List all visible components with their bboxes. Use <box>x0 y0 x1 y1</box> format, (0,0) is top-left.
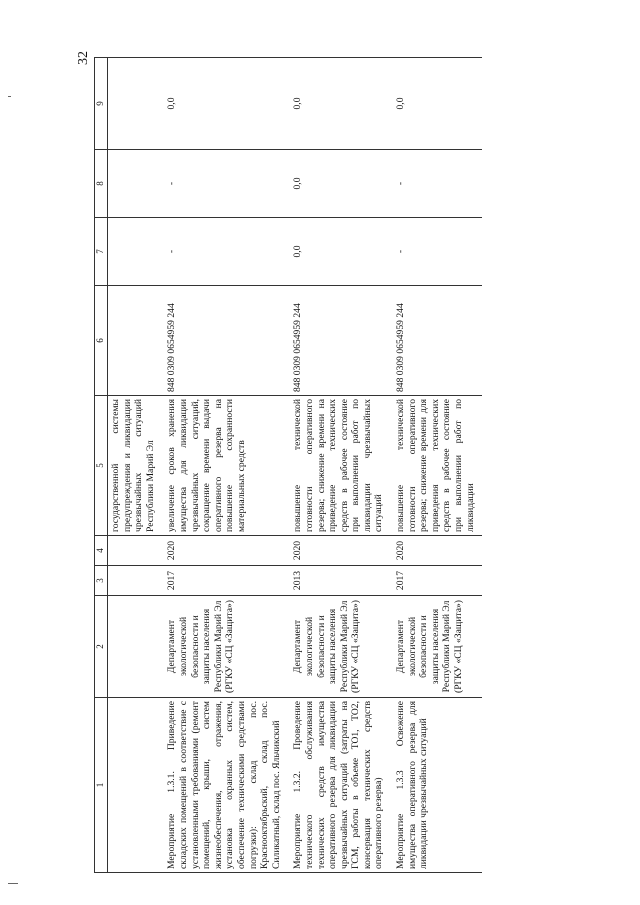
column-header: 4 <box>95 536 108 566</box>
empty-cell <box>108 218 163 286</box>
activity-name-cell: Мероприятие 1.3.1. Приведение складских помещений в соответствие с установленными требованиями (ремонт помещений, крыши, систем жизнеобеспечения, отражения, установка охранных систем, обеспечение техническими средствами погрузки): склад пос. Краснооктябрьский, склад пос. Силикатный, склад пос. Яльчикский <box>162 698 288 873</box>
value-cell: 0,0 <box>162 58 288 150</box>
start-year-cell: 2013 <box>288 566 391 596</box>
table-row <box>162 58 288 873</box>
start-year-cell: 2017 <box>391 566 482 596</box>
value-cell: - <box>391 150 482 218</box>
column-header: 5 <box>95 396 108 536</box>
table-row-continuation <box>108 58 163 873</box>
activity-name-cell: Мероприятие 1.3.3 Освежение имущества оперативного резерва для ликвидации чрезвычайных ситуаций <box>391 698 482 873</box>
empty-cell <box>108 286 163 396</box>
value-cell: 0,0 <box>288 218 391 286</box>
column-header: 6 <box>95 286 108 396</box>
end-year-cell: 2020 <box>162 536 288 566</box>
value-cell: - <box>162 218 288 286</box>
empty-cell <box>108 566 163 596</box>
budget-code-cell: 848 0309 0654959 244 <box>288 286 391 396</box>
column-header: 2 <box>95 596 108 698</box>
column-header: 8 <box>95 150 108 218</box>
executor-cell: Департамент экологической безопасности и защиты населения Республики Марий Эл (РГКУ «СЦ «Защита») <box>288 596 391 698</box>
column-header: 9 <box>95 58 108 150</box>
table-row <box>288 58 391 873</box>
column-header: 7 <box>95 218 108 286</box>
page-number: 32 <box>76 51 91 65</box>
executor-cell: Департамент экологической безопасности и защиты населения Республики Марий Эл (РГКУ «СЦ «Защита») <box>162 596 288 698</box>
value-cell: 0,0 <box>288 150 391 218</box>
end-year-cell: 2020 <box>288 536 391 566</box>
end-year-cell: 2020 <box>391 536 482 566</box>
budget-code-cell: 848 0309 0654959 244 <box>162 286 288 396</box>
value-cell: 0,0 <box>391 58 482 150</box>
empty-cell <box>108 58 163 150</box>
table-row <box>391 58 482 873</box>
value-cell: - <box>391 218 482 286</box>
table-header-row <box>95 58 108 873</box>
start-year-cell: 2017 <box>162 566 288 596</box>
empty-cell <box>108 698 163 873</box>
empty-cell <box>108 596 163 698</box>
expected-result-cell: государственной системы предупреждения и ликвидации чрезвычайных ситуаций Республики Марий Эл <box>108 396 163 536</box>
column-header: 1 <box>95 698 108 873</box>
value-cell: - <box>162 150 288 218</box>
expected-result-cell: повышение технической готовности оперативного резерва; снижение времени для приведения технических средств в рабочее состояние при выполнении работ по ликвидации <box>391 396 482 536</box>
column-header: 3 <box>95 566 108 596</box>
expected-result-cell: повышение технической готовности оперативного резерва; снижение времени на приведение технических средств в рабочее состояние при выполнении работ по ликвидации чрезвычайных ситуаций <box>288 396 391 536</box>
activity-name-cell: Мероприятие 1.3.2. Проведение технического обслуживания технических средств имущества оперативного резерва для ликвидации чрезвычайных ситуаций (затраты на ГСМ, работы в объеме ТО1, ТО2, консервация технических средств оперативного резерва) <box>288 698 391 873</box>
empty-cell <box>108 536 163 566</box>
program-activities-table <box>94 57 482 873</box>
executor-cell: Департамент экологической безопасности и защиты населения Республики Марий Эл (РГКУ «СЦ «Защита») <box>391 596 482 698</box>
value-cell: 0,0 <box>288 58 391 150</box>
expected-result-cell: увеличение сроков хранения имущества для ликвидации чрезвычайных ситуаций, сокращение времени выдачи оперативного резерва на повышение сохранности материальных средств <box>162 396 288 536</box>
empty-cell <box>108 150 163 218</box>
budget-code-cell: 848 0309 0654959 244 <box>391 286 482 396</box>
